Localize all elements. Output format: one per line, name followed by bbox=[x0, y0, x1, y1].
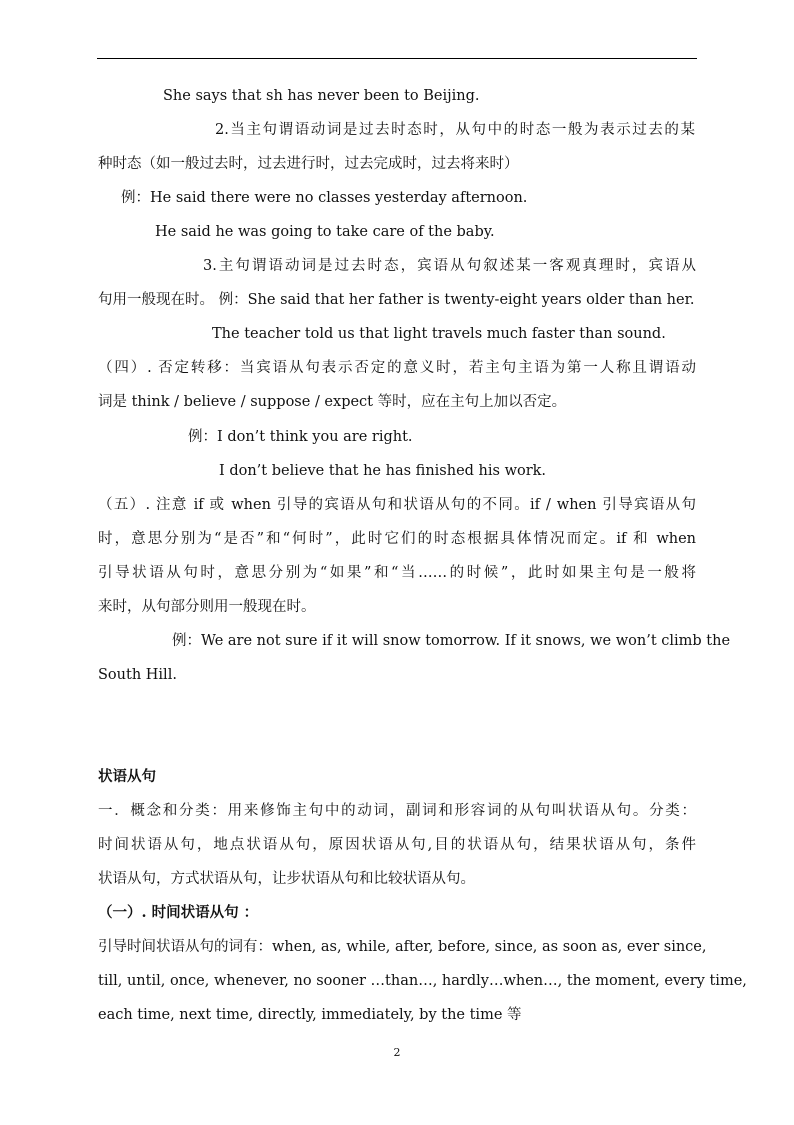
rule-2-continuation: 种时态（如一般过去时，过去进行时，过去完成时，过去将来时） bbox=[98, 156, 519, 172]
rule-2-line: 2.当主句谓语动词是过去时态时，从句中的时态一般为表示过去的某 bbox=[215, 122, 695, 138]
page-number: 2 bbox=[393, 1046, 401, 1059]
definition-line: 状语从句，方式状语从句，让步状语从句和比较状语从句。 bbox=[98, 871, 475, 887]
subsection-heading: （一）. 时间状语从句 ： bbox=[98, 904, 259, 921]
example-continuation: South Hill. bbox=[98, 667, 177, 683]
conjunction-list-line: till, until, once, whenever, no sooner …than…, hardly…when…, the moment, every time, bbox=[98, 973, 747, 989]
section-heading: 状语从句 bbox=[98, 768, 156, 785]
section-4-line: （四）. 否定转移：当宾语从句表示否定的意义时，若主句主语为第一人称且谓语动 bbox=[98, 360, 696, 376]
example-line: 例：He said there were no classes yesterday afternoon. bbox=[121, 190, 528, 206]
definition-line: 一．概念和分类：用来修饰主句中的动词，副词和形容词的从句叫状语从句。分类： bbox=[98, 803, 696, 819]
example-line: 例：I don’t think you are right. bbox=[188, 429, 413, 445]
example-line: 例：We are not sure if it will snow tomorrow. If it snows, we won’t climb the bbox=[172, 633, 731, 649]
example-line: He said he was going to take care of the baby. bbox=[155, 224, 495, 240]
example-line: The teacher told us that light travels much faster than sound. bbox=[212, 326, 666, 342]
example-line: She says that sh has never been to Beijing. bbox=[163, 88, 480, 104]
section-5-line: 引导状语从句时，意思分别为“如果”和“当……的时候”，此时如果主句是一般将 bbox=[98, 565, 696, 581]
section-5-line: 时，意思分别为“是否”和“何时”，此时它们的时态根据具体情况而定。if 和 when bbox=[98, 531, 696, 547]
conjunction-list-line: each time, next time, directly, immediately, by the time 等 bbox=[98, 1007, 522, 1023]
section-5-line: （五）. 注意 if 或 when 引导的宾语从句和状语从句的不同。if / when 引导宾语从句 bbox=[98, 497, 696, 513]
section-5-line: 来时，从句部分则用一般现在时。 bbox=[98, 599, 316, 615]
rule-3-line: 3.主句谓语动词是过去时态，宾语从句叙述某一客观真理时，宾语从 bbox=[203, 258, 696, 274]
rule-3-continuation: 句用一般现在时。 例：She said that her father is twenty-eight years older than her. bbox=[98, 292, 695, 308]
example-line: I don’t believe that he has finished his work. bbox=[219, 463, 547, 479]
header-rule bbox=[97, 58, 697, 59]
section-4-continuation: 词是 think / believe / suppose / expect 等时，应在主句上加以否定。 bbox=[98, 394, 567, 410]
conjunction-list-line: 引导时间状语从句的词有：when, as, while, after, before, since, as soon as, ever since, bbox=[98, 939, 707, 955]
definition-line: 时间状语从句，地点状语从句，原因状语从句,目的状语从句，结果状语从句，条件 bbox=[98, 837, 696, 853]
